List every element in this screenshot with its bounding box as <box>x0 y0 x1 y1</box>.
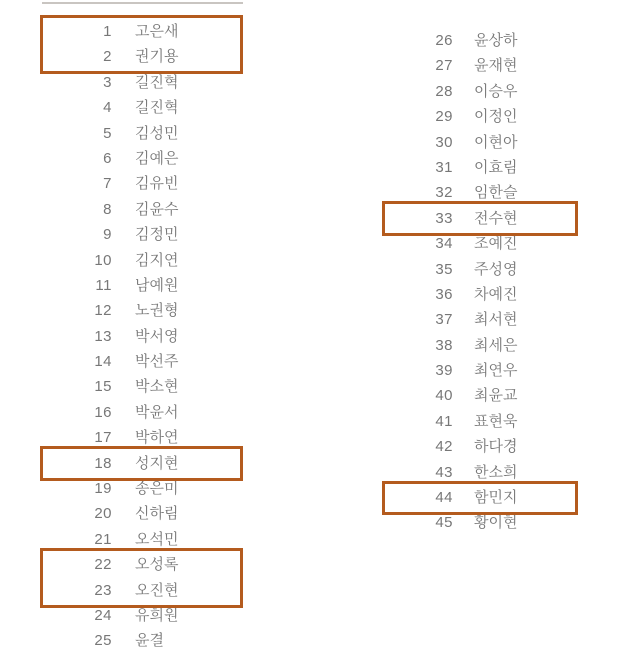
list-row <box>385 383 595 408</box>
row-name: 남예원 <box>135 276 179 294</box>
row-name: 김성민 <box>135 124 179 142</box>
row-name: 오진현 <box>135 581 179 599</box>
row-number: 40 <box>435 387 453 405</box>
row-name: 표현욱 <box>474 412 518 430</box>
row-name: 윤재현 <box>474 57 518 75</box>
row-number: 6 <box>103 149 112 167</box>
list-row <box>42 146 252 171</box>
list-row <box>385 510 595 535</box>
row-name: 윤상하 <box>474 32 518 49</box>
row-number: 13 <box>94 327 112 345</box>
row-name: 이현아 <box>474 133 518 151</box>
list-row <box>42 425 252 450</box>
list-row <box>385 79 595 104</box>
row-number: 3 <box>103 73 112 91</box>
row-number: 17 <box>94 429 112 447</box>
row-name: 임한슬 <box>474 184 518 202</box>
row-number: 26 <box>435 32 453 49</box>
list-row <box>385 28 595 53</box>
row-number: 41 <box>435 412 453 430</box>
row-name: 유희원 <box>135 606 179 624</box>
row-name: 신하림 <box>135 505 179 523</box>
row-number: 38 <box>435 336 453 354</box>
row-number: 9 <box>103 226 112 244</box>
row-number: 4 <box>103 99 112 117</box>
row-name: 이승우 <box>474 82 518 100</box>
row-number: 34 <box>435 235 453 253</box>
row-number: 2 <box>103 48 112 66</box>
row-name: 길진혁 <box>135 99 179 117</box>
row-number: 23 <box>94 581 112 599</box>
list-row <box>42 248 252 273</box>
row-number: 35 <box>435 260 453 278</box>
row-name: 노권형 <box>135 302 179 320</box>
row-number: 37 <box>435 311 453 329</box>
list-row <box>42 552 252 577</box>
list-row <box>42 273 252 298</box>
list-row <box>385 460 595 485</box>
row-name: 최연우 <box>474 362 518 380</box>
row-name: 박선주 <box>135 353 179 371</box>
row-name: 박소현 <box>135 378 179 396</box>
list-row <box>42 70 252 95</box>
row-name: 황이현 <box>474 514 518 532</box>
list-row <box>42 171 252 196</box>
list-row <box>385 130 595 155</box>
row-name: 오성록 <box>135 556 179 574</box>
row-number: 8 <box>103 200 112 218</box>
list-row <box>42 374 252 399</box>
list-row <box>385 485 595 510</box>
list-row <box>385 409 595 434</box>
row-name: 김유빈 <box>135 175 179 193</box>
row-number: 44 <box>435 489 453 507</box>
row-number: 15 <box>94 378 112 396</box>
row-number: 29 <box>435 108 453 126</box>
list-row <box>42 603 252 628</box>
row-number: 1 <box>103 23 112 40</box>
row-number: 10 <box>94 251 112 269</box>
list-row <box>385 53 595 78</box>
row-number: 32 <box>435 184 453 202</box>
row-name: 하다경 <box>474 438 518 456</box>
row-name: 최서현 <box>474 311 518 329</box>
list-row <box>385 231 595 256</box>
list-row <box>42 324 252 349</box>
row-number: 5 <box>103 124 112 142</box>
list-row <box>42 19 252 44</box>
row-name: 함민지 <box>474 489 518 507</box>
row-name: 전수현 <box>474 209 518 227</box>
name-list-left-column <box>42 19 252 654</box>
row-name: 최세은 <box>474 336 518 354</box>
list-row <box>42 578 252 603</box>
list-row <box>42 527 252 552</box>
row-name: 박서영 <box>135 327 179 345</box>
list-row <box>42 95 252 120</box>
list-row <box>42 628 252 653</box>
row-number: 31 <box>435 158 453 176</box>
list-row <box>385 307 595 332</box>
row-number: 12 <box>94 302 112 320</box>
row-name: 조예진 <box>474 235 518 253</box>
list-row <box>42 476 252 501</box>
row-name: 박하연 <box>135 429 179 447</box>
row-number: 33 <box>435 209 453 227</box>
cropped-box-top-edge <box>42 2 243 4</box>
row-number: 24 <box>94 606 112 624</box>
row-number: 11 <box>95 276 112 294</box>
row-number: 39 <box>435 362 453 380</box>
list-row <box>385 434 595 459</box>
row-name: 송은미 <box>135 480 179 498</box>
list-row <box>42 501 252 526</box>
row-name: 김예은 <box>135 149 179 167</box>
row-number: 14 <box>94 353 112 371</box>
list-row <box>385 155 595 180</box>
list-row <box>42 400 252 425</box>
row-number: 27 <box>435 57 453 75</box>
row-name: 이정인 <box>474 108 518 126</box>
row-number: 25 <box>94 632 112 650</box>
row-name: 김지연 <box>135 251 179 269</box>
list-row <box>42 349 252 374</box>
row-name: 이효림 <box>474 158 518 176</box>
list-row <box>385 206 595 231</box>
row-number: 22 <box>94 556 112 574</box>
row-name: 한소희 <box>474 463 518 481</box>
list-row <box>385 104 595 129</box>
list-row <box>385 257 595 282</box>
row-number: 43 <box>435 463 453 481</box>
row-number: 28 <box>435 82 453 100</box>
row-number: 16 <box>94 403 112 421</box>
row-number: 19 <box>94 480 112 498</box>
row-number: 20 <box>94 505 112 523</box>
row-name: 성지현 <box>135 454 179 472</box>
row-name: 박윤서 <box>135 403 179 421</box>
row-number: 42 <box>435 438 453 456</box>
row-number: 30 <box>435 133 453 151</box>
list-row <box>42 222 252 247</box>
row-name: 오석민 <box>135 530 179 548</box>
row-name: 최윤교 <box>474 387 518 405</box>
row-name: 권기용 <box>135 48 179 66</box>
list-row <box>42 298 252 323</box>
row-name: 윤결 <box>135 632 164 650</box>
row-number: 21 <box>94 530 112 548</box>
row-name: 차예진 <box>474 285 518 303</box>
row-number: 18 <box>94 454 112 472</box>
name-list-right-column <box>385 28 595 536</box>
row-name: 고은새 <box>135 23 179 40</box>
list-row <box>385 358 595 383</box>
list-row <box>385 180 595 205</box>
row-name: 김윤수 <box>135 200 179 218</box>
row-number: 45 <box>435 514 453 532</box>
list-row <box>385 282 595 307</box>
row-number: 7 <box>103 175 112 193</box>
row-name: 주성영 <box>474 260 518 278</box>
list-row <box>385 333 595 358</box>
list-row <box>42 451 252 476</box>
row-name: 길진혁 <box>135 73 179 91</box>
list-row <box>42 44 252 69</box>
list-row <box>42 121 252 146</box>
row-name: 김정민 <box>135 226 179 244</box>
row-number: 36 <box>435 285 453 303</box>
list-row <box>42 197 252 222</box>
